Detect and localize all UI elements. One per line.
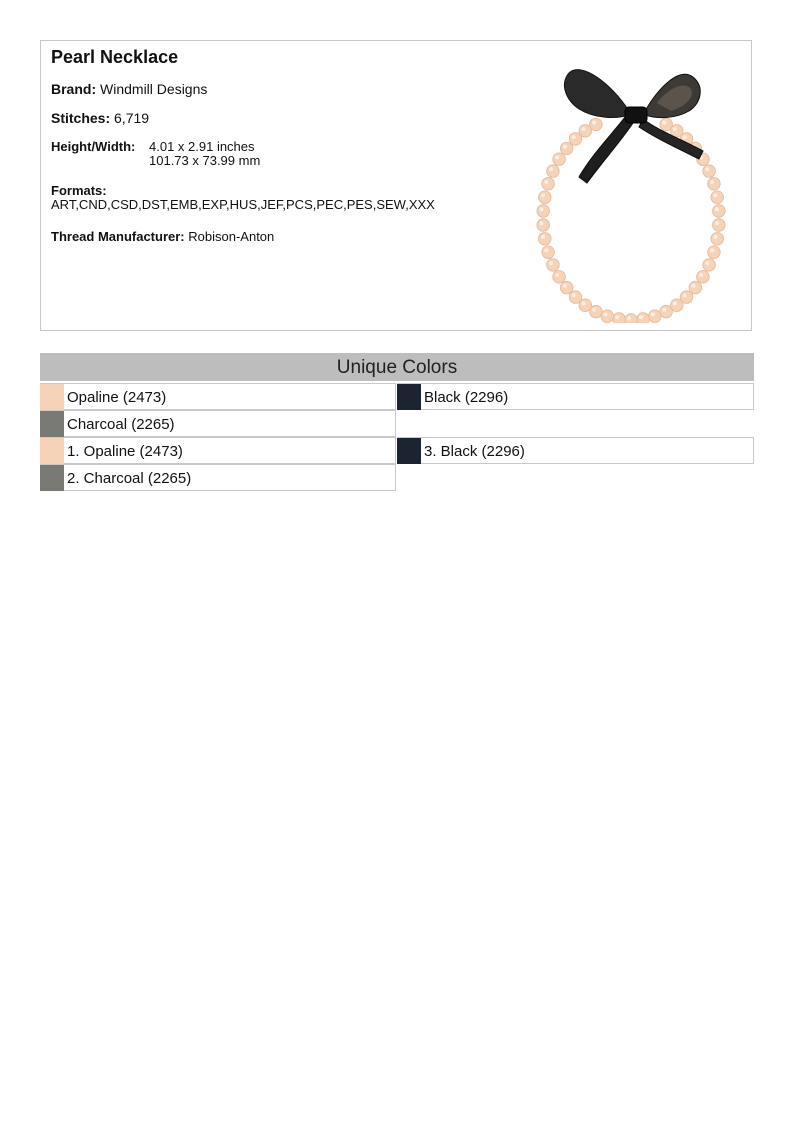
sequence-item-1 bbox=[40, 437, 396, 464]
unique-colors-header: Unique Colors bbox=[40, 353, 754, 381]
pearl-bead bbox=[539, 191, 552, 204]
pearl-bead bbox=[553, 153, 566, 166]
color-label: 3. Black (2296) bbox=[424, 443, 525, 460]
formats-value: ART,CND,CSD,DST,EMB,EXP,HUS,JEF,PCS,PEC,PES,SEW,XXX bbox=[51, 197, 435, 212]
pearl-highlight bbox=[673, 301, 677, 305]
pearl-highlight bbox=[715, 207, 719, 211]
pearl-bead bbox=[569, 291, 582, 304]
pearl-bead bbox=[703, 259, 716, 272]
design-info-panel bbox=[40, 40, 752, 331]
pearl-bead bbox=[539, 233, 552, 246]
color-label: 1. Opaline (2473) bbox=[67, 443, 183, 460]
pearl-highlight bbox=[592, 308, 596, 312]
pearl-highlight bbox=[651, 312, 655, 316]
thread-label: Thread Manufacturer: bbox=[51, 229, 185, 244]
pearl-bead bbox=[711, 191, 724, 204]
pearl-bead bbox=[708, 246, 721, 259]
pearl-bead bbox=[708, 178, 721, 191]
opaline-swatch bbox=[40, 384, 64, 410]
pearl-bead bbox=[660, 305, 673, 318]
pearl-highlight bbox=[713, 235, 717, 239]
color-item-opaline bbox=[40, 383, 396, 410]
pearl-bead bbox=[697, 271, 710, 284]
charcoal-swatch bbox=[40, 465, 64, 491]
thread-value: Robison-Anton bbox=[188, 229, 275, 244]
pearl-highlight bbox=[539, 221, 543, 225]
pearl-bead bbox=[590, 118, 603, 131]
pearl-highlight bbox=[627, 316, 631, 320]
pearl-bead bbox=[703, 165, 716, 178]
height-width-label: Height/Width: bbox=[51, 139, 136, 154]
pearl-bead bbox=[547, 165, 560, 178]
brand-field bbox=[51, 81, 207, 97]
pearl-highlight bbox=[541, 235, 545, 239]
pearl-bead bbox=[713, 205, 726, 218]
pearl-highlight bbox=[544, 180, 548, 184]
pearl-highlight bbox=[604, 312, 608, 316]
pearl-highlight bbox=[662, 121, 666, 125]
pearl-highlight bbox=[683, 135, 687, 139]
pearl-highlight bbox=[555, 273, 559, 277]
pearl-highlight bbox=[705, 261, 709, 265]
pearl-highlight bbox=[592, 121, 596, 125]
pearl-highlight bbox=[705, 167, 709, 171]
pearl-highlight bbox=[563, 284, 567, 288]
sequence-item-3 bbox=[397, 437, 754, 464]
pearl-bead bbox=[560, 281, 573, 294]
brand-value: Windmill Designs bbox=[100, 81, 208, 97]
formats-field bbox=[51, 184, 435, 212]
pearl-highlight bbox=[615, 315, 619, 319]
color-label: Black (2296) bbox=[424, 389, 509, 406]
pearl-highlight bbox=[715, 221, 719, 225]
pearl-bead bbox=[542, 178, 555, 191]
pearl-highlight bbox=[555, 155, 559, 159]
pearl-highlight bbox=[710, 248, 714, 252]
pearl-highlight bbox=[713, 193, 717, 197]
height-width-mm: 101.73 x 73.99 mm bbox=[149, 153, 261, 168]
color-item-black bbox=[397, 383, 754, 410]
pearl-highlight bbox=[662, 308, 666, 312]
pearl-highlight bbox=[549, 261, 553, 265]
pearl-highlight bbox=[639, 315, 643, 319]
pearl-highlight bbox=[563, 145, 567, 149]
pearl-bead bbox=[601, 310, 614, 323]
pearl-bead bbox=[553, 271, 566, 284]
pearl-bead bbox=[713, 219, 726, 232]
pearl-bead bbox=[547, 259, 560, 272]
pearl-highlight bbox=[582, 301, 586, 305]
stitches-field bbox=[51, 110, 149, 126]
pearl-highlight bbox=[549, 167, 553, 171]
pearl-highlight bbox=[699, 273, 703, 277]
design-title: Pearl Necklace bbox=[51, 47, 179, 67]
brand-label: Brand: bbox=[51, 81, 97, 97]
pearl-highlight bbox=[683, 293, 687, 297]
charcoal-swatch bbox=[40, 411, 64, 437]
black-swatch bbox=[397, 384, 421, 410]
opaline-swatch bbox=[40, 438, 64, 464]
pearl-bead bbox=[648, 310, 661, 323]
color-item-charcoal bbox=[40, 410, 396, 437]
pearl-highlight bbox=[673, 127, 677, 131]
pearl-bead bbox=[689, 281, 702, 294]
height-width-inches: 4.01 x 2.91 inches bbox=[149, 139, 255, 154]
pearl-highlight bbox=[541, 193, 545, 197]
color-label: 2. Charcoal (2265) bbox=[67, 470, 192, 487]
thread-field bbox=[51, 229, 274, 244]
pearl-bead bbox=[537, 219, 550, 232]
stitches-label: Stitches: bbox=[51, 110, 111, 126]
sequence-item-2 bbox=[40, 464, 396, 491]
pearl-highlight bbox=[692, 284, 696, 288]
pearl-highlight bbox=[539, 207, 543, 211]
pearl-necklace-preview-image bbox=[521, 53, 741, 323]
height-width-field bbox=[51, 139, 261, 168]
pearl-highlight bbox=[544, 248, 548, 252]
stitches-value: 6,719 bbox=[114, 110, 150, 126]
color-label: Charcoal (2265) bbox=[67, 416, 175, 433]
pearl-highlight bbox=[710, 180, 714, 184]
pearl-highlight bbox=[582, 127, 586, 131]
color-label: Opaline (2473) bbox=[67, 389, 167, 406]
pearl-highlight bbox=[572, 293, 576, 297]
pearl-bead bbox=[560, 142, 573, 155]
pearl-bead bbox=[537, 205, 550, 218]
pearl-bead bbox=[711, 233, 724, 246]
formats-label: Formats: bbox=[51, 183, 107, 198]
pearl-highlight bbox=[572, 135, 576, 139]
pearl-bead bbox=[542, 246, 555, 259]
black-swatch bbox=[397, 438, 421, 464]
